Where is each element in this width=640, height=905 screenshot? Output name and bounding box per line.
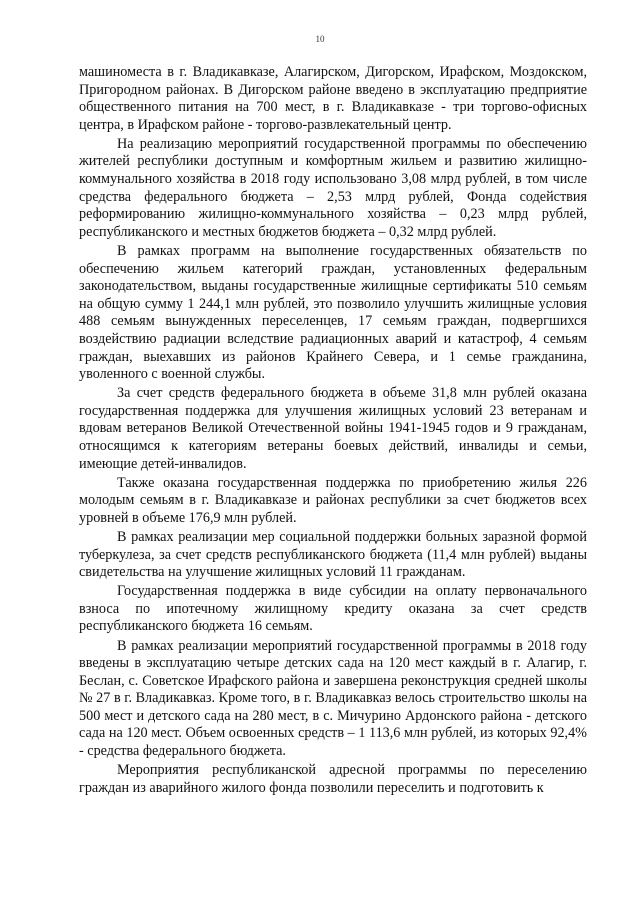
paragraph-tuberculosis-support: В рамках реализации мер социальной поддержки больных заразной формой туберкулеза, за счет средств республиканского бюджета (11,4 млн рублей) выданы свидетельства на улучшение жилищных условий 11 гражданам. [79, 528, 587, 581]
document-body [79, 64, 587, 799]
paragraph-resettlement-program: Мероприятия республиканской адресной программы по переселению граждан из аварийного жилого фонда позволили переселить и подготовить к [79, 762, 587, 796]
paragraph-mortgage-subsidy: Государственная поддержка в виде субсидии на оплату первоначального взноса по ипотечному жилищному кредиту оказана за счет средств республиканского бюджета 16 семьям. [79, 583, 587, 635]
paragraph-schools-kindergartens: В рамках реализации мероприятий государственной программы в 2018 году введены в эксплуатацию четыре детских сада на 120 мест каждый в г. Алагир, г. Беслан, с. Советское Ирафского района и завершена реконструкция средней школы № 27 в г. Владикавказ. Кроме того, в г. Владикавказ велось строительство школы на 500 мест и детского сада на 280 мест, в с. Мичурино Ардонского района - детского сада на 120 мест. Объем освоенных средств – 1 113,6 млн рублей, из которых 92,4% - средства федерального бюджета. [79, 637, 587, 760]
paragraph-young-families: Также оказана государственная поддержка по приобретению жилья 226 молодым семьям в г. Владикавказе и районах республики за счет бюджетов всех уровней в объеме 176,9 млн рублей. [79, 474, 587, 526]
paragraph-veterans-support: За счет средств федерального бюджета в объеме 31,8 млн рублей оказана государственная поддержка для улучшения жилищных условий 23 ветеранам и вдовам ветеранов Великой Отечественной войны 1941-1945 годов и 9 гражданам, относящимся к категориям ветераны боевых действий, инвалиды и семьи, имеющие детей-инвалидов. [79, 385, 587, 472]
paragraph-housing-program-funding: На реализацию мероприятий государственной программы по обеспечению жителей республики доступным и комфортным жильем и развитию жилищно-коммунального хозяйства в 2018 году использовано 3,08 млрд рублей, в том числе средства федерального бюджета – 2,53 млрд рублей, Фонда содействия реформированию жилищно-коммунального хозяйства – 0,23 млрд рублей, республиканского и местных бюджетов бюджета – 0,32 млрд рублей. [79, 135, 587, 240]
page-number: 10 [315, 34, 325, 44]
paragraph-continuation: машиноместа в г. Владикавказе, Алагирском, Дигорском, Ирафском, Моздокском, Пригородном районах. В Дигорском районе введено в эксплуатацию предприятие общественного питания на 700 мест, в г. Владикавказе - три торгово-офисных центра, в Ирафском районе - торгово-развлекательный центр. [79, 64, 587, 133]
paragraph-housing-certificates: В рамках программ на выполнение государственных обязательств по обеспечению жильем категорий граждан, установленных федеральным законодательством, выданы государственные жилищные сертификаты 510 семьям на общую сумму 1 244,1 млн рублей, это позволило улучшить жилищные условия 488 семьям вынужденных переселенцев, 17 семьям граждан, подвергшихся воздействию радиации вследствие радиационных аварий и катастроф, 4 семьям граждан, выехавших из районов Крайнего Севера, и 1 семье гражданина, уволенного с военной службы. [79, 242, 587, 383]
